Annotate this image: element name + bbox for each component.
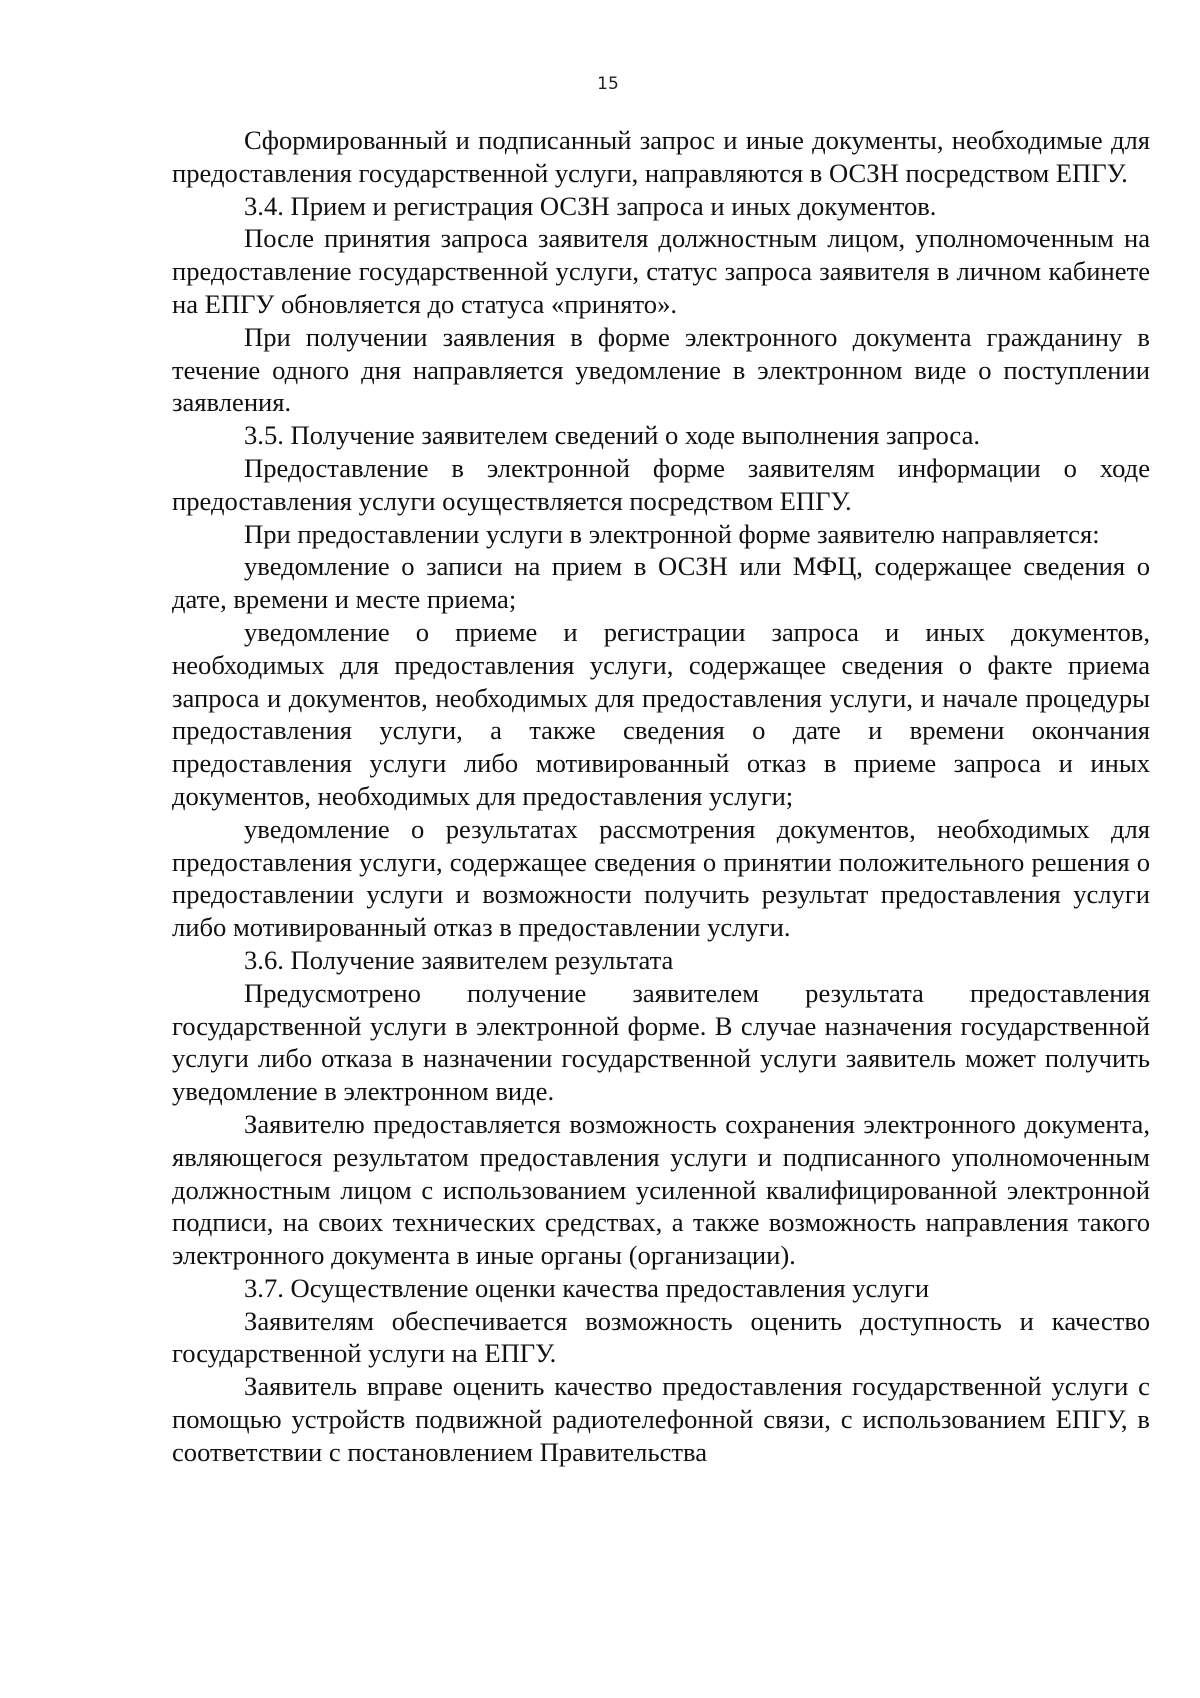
heading-3-6: 3.6. Получение заявителем результата [244, 944, 674, 975]
paragraph-document-saving: Заявителю предоставляется возможность сохранения электронного документа, являющегося результатом предоставления услуги и подписанного уполномоченным должностным лицом с использованием усиленной квалифицированной электронной подписи, на своих технических средствах, а также возможность направления такого электронного документа в иные органы (организации). [172, 1108, 1150, 1271]
paragraph-receipt-notification: При получении заявления в форме электронного документа гражданину в течение одного дня направляется уведомление в электронном виде о поступлении заявления. [172, 321, 1150, 418]
paragraph-progress-info: Предоставление в электронной форме заявителям информации о ходе предоставления услуги осуществляется посредством ЕПГУ. [172, 452, 1150, 516]
heading-3-5: 3.5. Получение заявителем сведений о ходе выполнения запроса. [244, 420, 981, 451]
page-number: 15 [597, 74, 619, 94]
paragraph-result-electronic: Предусмотрено получение заявителем результата предоставления государственной услуги в электронной форме. В случае назначения государственной услуги либо отказа в назначении государственной услуги заявитель может получить уведомление в электронном виде. [172, 977, 1150, 1107]
heading-3-4: 3.4. Прием и регистрация ОСЗН запроса и иных документов. [244, 190, 937, 221]
paragraph-mobile-assessment: Заявитель вправе оценить качество предоставления государственной услуги с помощью устройств подвижной радиотелефонной связи, с использованием ЕПГУ, в соответствии с постановлением Правительства [172, 1371, 1150, 1467]
paragraph-notifications-intro: При предоставлении услуги в электронной форме заявителю направляется: [244, 518, 1100, 549]
paragraph-request-submission: Сформированный и подписанный запрос и иные документы, необходимые для предоставления государственной услуги, направляются в ОСЗН посредством ЕПГУ. [172, 125, 1150, 188]
paragraph-quality-assessment: Заявителям обеспечивается возможность оценить доступность и качество государственной услуги на ЕПГУ. [172, 1305, 1150, 1369]
heading-3-7: 3.7. Осуществление оценки качества предоставления услуги [244, 1272, 930, 1303]
paragraph-notification-appointment: уведомление о записи на прием в ОСЗН или МФЦ, содержащее сведения о дате, времени и месте приема; [172, 551, 1150, 615]
document-body [172, 124, 1150, 1469]
paragraph-notification-registration: уведомление о приеме и регистрации запроса и иных документов, необходимых для предоставления услуги, содержащее сведения о факте приема запроса и документов, необходимых для предоставления услуги, и начале процедуры предоставления услуги, а также сведения о дате и времени окончания предоставления услуги либо мотивированный отказ в приеме запроса и иных документов, необходимых для предоставления услуги; [172, 616, 1150, 811]
paragraph-status-accepted: После принятия запроса заявителя должностным лицом, уполномоченным на предоставление государственной услуги, статус запроса заявителя в личном кабинете на ЕПГУ обновляется до статуса «принято». [172, 223, 1150, 319]
paragraph-notification-results: уведомление о результатах рассмотрения документов, необходимых для предоставления услуги, содержащее сведения о принятии положительного решения о предоставлении услуги и возможности получить результат предоставления услуги либо мотивированный отказ в предоставлении услуги. [172, 813, 1150, 943]
